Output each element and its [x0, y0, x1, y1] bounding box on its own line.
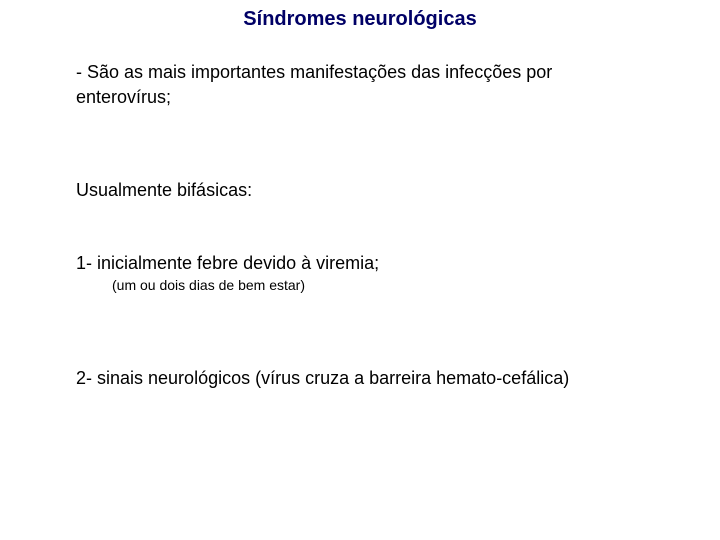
phase-2-text: 2- sinais neurológicos (vírus cruza a barreira hemato-cefálica) — [76, 368, 570, 388]
bullet-enterovirus — [76, 60, 552, 110]
bullet-line-2: enterovírus; — [76, 87, 172, 107]
biphasic-label: Usualmente bifásicas: — [76, 180, 253, 200]
phase-1-text: 1- inicialmente febre devido à viremia; — [76, 253, 380, 273]
bullet-line-1: - São as mais importantes manifestações das infecções por — [76, 62, 553, 82]
slide-title: Síndromes neurológicas — [243, 8, 477, 30]
phase-1-note: (um ou dois dias de bem estar) — [112, 277, 305, 293]
